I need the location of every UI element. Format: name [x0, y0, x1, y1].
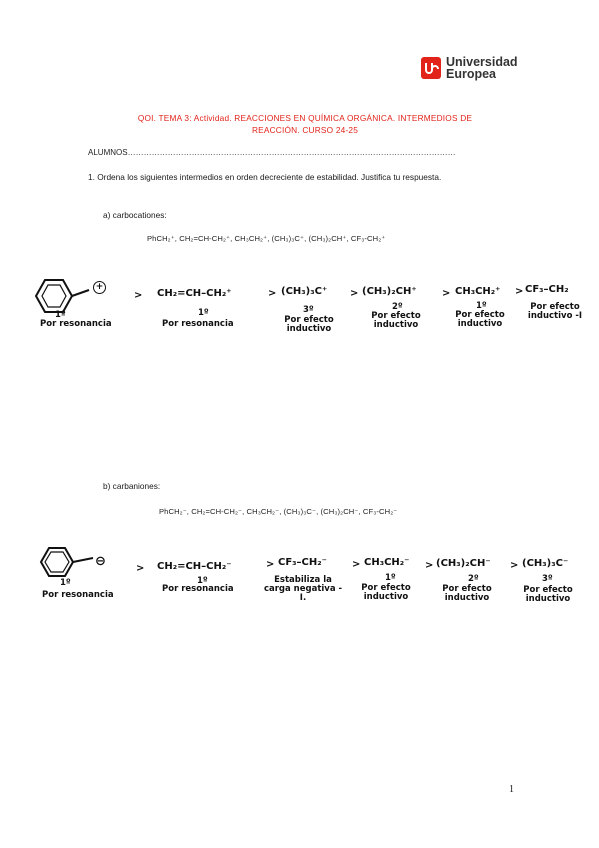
answer-a-3-degree: 3º — [303, 305, 314, 315]
answer-a-1-degree: 1º — [55, 310, 66, 320]
part-a-formula: PhCH₂⁺, CH₂=CH-CH₂⁺, CH₃CH₂⁺, (CH₃)₃C⁺, (CH₃)₂CH⁺, CF₃-CH₂⁺ — [147, 234, 386, 243]
page-number: 1 — [509, 784, 514, 795]
answer-b-2-formula: CH₂=CH–CH₂⁻ — [157, 561, 232, 572]
answer-a-sep: > — [134, 290, 143, 301]
part-a-label: a) carbocationes: — [103, 210, 167, 220]
answer-a-6-formula: CF₃–CH₂ — [525, 284, 569, 295]
answer-b-sep: > — [425, 560, 434, 571]
answer-a-2-formula: CH₂=CH–CH₂⁺ — [157, 288, 232, 299]
answer-b-sep: > — [136, 563, 145, 574]
answer-b-6-formula: (CH₃)₃C⁻ — [522, 558, 569, 569]
question-text: 1. Ordena los siguientes intermedios en orden decreciente de estabilidad. Justifica tu respuesta. — [88, 172, 442, 182]
answer-a-3-formula: (CH₃)₃C⁺ — [281, 286, 328, 297]
answer-a-3-note: Por efecto inductivo — [284, 315, 334, 334]
answer-b-sep: > — [510, 560, 519, 571]
answer-a-sep: > — [268, 288, 277, 299]
answer-b-2-note: Por resonancia — [162, 584, 234, 594]
answer-b-4-formula: CH₃CH₂⁻ — [364, 557, 410, 568]
positive-charge-symbol: + — [93, 281, 106, 294]
answer-b-3-formula: CF₃–CH₂⁻ — [278, 557, 327, 568]
answer-a-4-note: Por efecto inductivo — [371, 311, 421, 330]
answer-b-4-note: Por efecto inductivo — [361, 583, 411, 602]
answer-b-sep: > — [352, 559, 361, 570]
answer-b-2-degree: 1º — [197, 576, 208, 586]
answer-a-4-degree: 2º — [392, 302, 403, 312]
answer-a-1-note: Por resonancia — [40, 319, 112, 329]
university-logo-text: Universidad Europea — [446, 55, 518, 81]
negative-charge-symbol: ⊖ — [95, 554, 106, 569]
answer-a-4-formula: (CH₃)₂CH⁺ — [362, 286, 417, 297]
answer-a-sep: > — [442, 288, 451, 299]
answer-b-3-note: Estabiliza la carga negativa -I. — [263, 575, 343, 603]
answer-a-5-formula: CH₃CH₂⁺ — [455, 286, 501, 297]
answer-b-5-formula: (CH₃)₂CH⁻ — [436, 558, 491, 569]
answer-b-5-degree: 2º — [468, 574, 479, 584]
answer-a-5-degree: 1º — [476, 301, 487, 311]
answer-a-2-note: Por resonancia — [162, 319, 234, 329]
answer-a-6-note: Por efecto inductivo -I — [527, 302, 583, 321]
answer-b-1-degree: 1º — [60, 578, 71, 588]
answer-a-2-degree: 1º — [198, 308, 209, 318]
part-b-label: b) carbaniones: — [103, 481, 161, 491]
answer-b-1-note: Por resonancia — [42, 590, 114, 600]
answer-a-sep: > — [350, 288, 359, 299]
alumnos-line: ALUMNOS…………………………………………………………………………………………………………… — [88, 148, 456, 157]
answer-b-5-note: Por efecto inductivo — [442, 584, 492, 603]
answer-b-4-degree: 1º — [385, 573, 396, 583]
document-title: QOI. TEMA 3: Actividad. REACCIONES EN QUÍMICA ORGÁNICA. INTERMEDIOS DE REACCIÓN. CURSO 24-25 — [137, 113, 473, 135]
part-b-formula: PhCH₂⁻, CH₂=CH-CH₂⁻, CH₃CH₂⁻, (CH₃)₃C⁻, (CH₃)₂CH⁻, CF₃-CH₂⁻ — [159, 507, 398, 516]
answer-b-6-note: Por efecto inductivo — [523, 585, 573, 604]
answer-b-6-degree: 3º — [542, 574, 553, 584]
answer-b-sep: > — [266, 559, 275, 570]
answer-a-sep: > — [515, 286, 524, 297]
answer-a-5-note: Por efecto inductivo — [455, 310, 505, 329]
university-logo-icon — [421, 57, 441, 79]
